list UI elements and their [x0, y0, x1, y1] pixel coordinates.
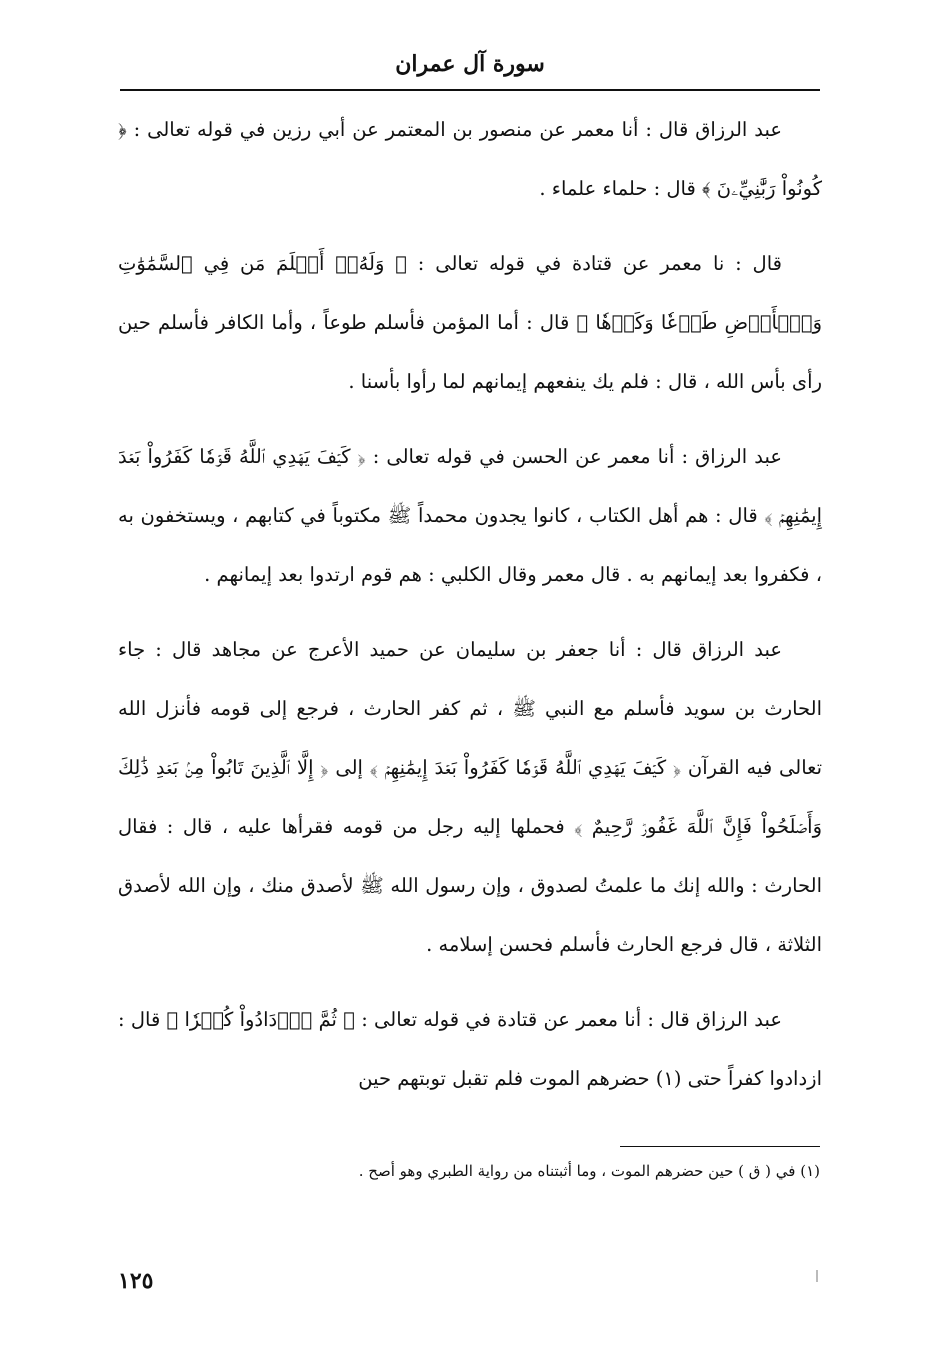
- paragraph-text: عبد الرزاق قال : أنا جعفر بن سليمان عن حميد الأعرج عن مجاهد قال : جاء الحارث بن سويد فأسلم مع النبي ﷺ ، ثم كفر الحارث ، فرجع إلى قومه فأنزل الله تعالى فيه القرآن ﴿ كَيۡفَ يَهۡدِي ٱللَّهُ قَوۡمٗا كَفَرُواْ بَعۡدَ إِيمَٰنِهِمۡ ﴾ إلى ﴿ إِلَّا ٱلَّذِينَ تَابُواْ مِنۢ بَعۡدِ ذَٰلِكَ وَأَصۡلَحُواْ فَإِنَّ ٱللَّهَ غَفُورٞ رَّحِيمٌ ﴾ فحملها إليه رجل من قومه فقرأها عليه ، قال : فقال الحارث : والله إنك ما علمتُ لصدوق ، وإن رسول الله ﷺ لأصدق منك ، وإن الله لأصدق الثلاثة ، قال فرجع الحارث فأسلم فحسن إسلامه .: [118, 638, 822, 956]
- paragraph-3: [118, 427, 822, 604]
- paragraph-4: [118, 620, 822, 974]
- body-text: [118, 100, 822, 1124]
- header-divider: [120, 89, 820, 91]
- paragraph-text: عبد الرزاق قال : أنا معمر عن قتادة في قوله تعالى : ﴿ ثُمَّ ٱزۡدَادُواْ كُفۡرٗا ﴾ قال : ازدادوا كفراً حتى (١) حضرهم الموت فلم تقبل توبتهم حين: [118, 1008, 822, 1090]
- paragraph-text: قال : نا معمر عن قتادة في قوله تعالى : ﴿ وَلَهُۥٓ أَسۡلَمَ مَن فِي ٱلسَّمَٰوَٰتِ وَٱلۡأَرۡضِ طَوۡعٗا وَكَرۡهٗا ﴾ قال : أما المؤمن فأسلم طوعاً ، وأما الكافر فأسلم حين رأى بأس الله ، قال : فلم يك ينفعهم إيمانهم لما رأوا بأسنا .: [118, 252, 822, 393]
- footnote: (١) في ( ق ) حين حضرهم الموت ، وما أثبتناه من رواية الطبري وهو أصح .: [358, 1162, 820, 1180]
- page-title: سورة آل عمران: [395, 51, 545, 77]
- page-number: ١٢٥: [118, 1268, 154, 1294]
- footnote-divider: [620, 1146, 820, 1147]
- scan-mark: [816, 1270, 818, 1282]
- paragraph-5: [118, 990, 822, 1108]
- paragraph-2: [118, 234, 822, 411]
- paragraph-text: عبد الرزاق : أنا معمر عن الحسن في قوله تعالى : ﴿ كَيۡفَ يَهۡدِي ٱللَّهُ قَوۡمٗا كَفَرُواْ بَعۡدَ إِيمَٰنِهِمۡ ﴾ قال : هم أهل الكتاب ، كانوا يجدون محمداً ﷺ مكتوباً في كتابهم ، ويستخفون به ، فكفروا بعد إيمانهم به . قال معمر وقال الكلبي : هم قوم ارتدوا بعد إيمانهم .: [118, 445, 822, 586]
- paragraph-text: عبد الرزاق قال : أنا معمر عن منصور بن المعتمر عن أبي رزين في قوله تعالى : ﴿ كُونُواْ رَبَّٰنِيِّۦنَ ﴾ قال : حلماء علماء .: [118, 118, 822, 200]
- paragraph-1: [118, 100, 822, 218]
